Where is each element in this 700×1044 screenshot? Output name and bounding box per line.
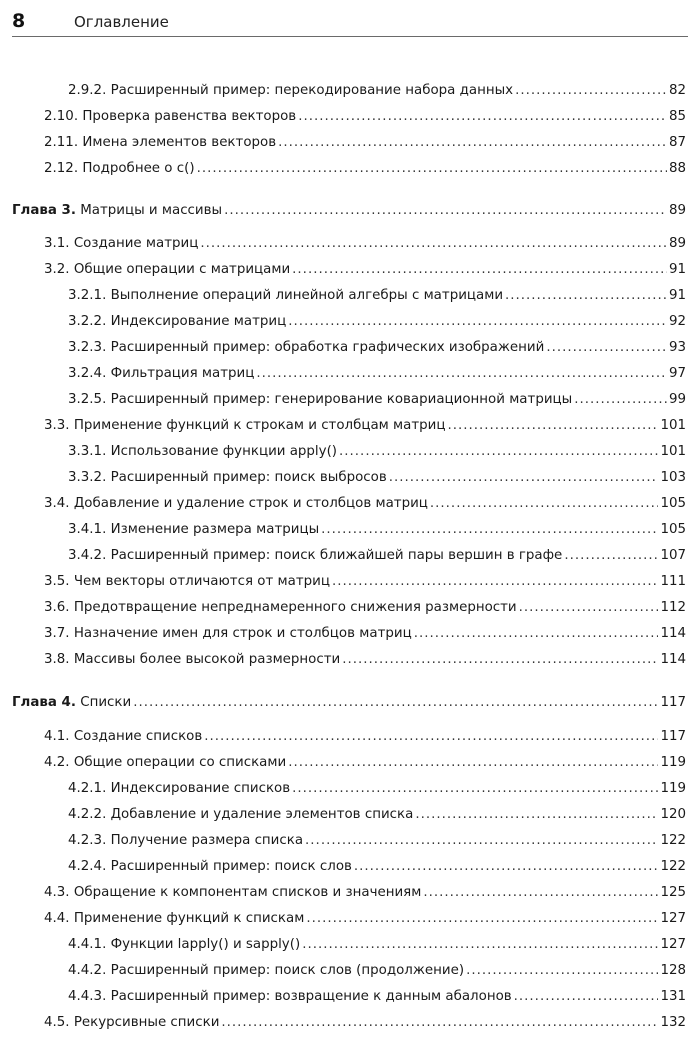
toc-entry-title: Расширенный пример: поиск ближайшей пары вершин в графе <box>110 548 563 563</box>
toc-entry-title: Расширенный пример: обработка графических изображений <box>110 340 545 355</box>
toc-entry-title: Общие операции с матрицами <box>73 262 291 277</box>
toc-entry-number: 4.2.1. <box>68 781 107 796</box>
toc-entry[interactable] <box>68 286 686 306</box>
dot-leader <box>256 364 667 384</box>
toc-entry[interactable] <box>44 133 686 153</box>
toc-entry-title: Добавление и удаление элементов списка <box>110 807 414 822</box>
toc-entry-number: 4.4.1. <box>68 937 107 952</box>
toc-entry-title: Получение размера списка <box>110 833 304 848</box>
toc-entry-title: Расширенный пример: генерирование ковариационной матрицы <box>110 392 573 407</box>
toc-chapter-entry[interactable] <box>12 201 686 221</box>
toc-entry-number: 4.4.2. <box>68 963 107 978</box>
toc-entry-page: 89 <box>668 203 686 218</box>
toc-entry[interactable] <box>44 107 686 127</box>
dot-leader <box>339 442 658 462</box>
toc-entry-number: 2.12. <box>44 161 79 176</box>
toc-entry-page: 99 <box>668 392 686 407</box>
dot-leader <box>298 107 667 127</box>
dot-leader <box>389 468 659 488</box>
toc-entry-number: 2.11. <box>44 135 79 150</box>
toc-entry-number: 3.2.4. <box>68 366 107 381</box>
toc-entry[interactable] <box>68 805 686 825</box>
dot-leader <box>292 260 667 280</box>
toc-entry-title: Применение функций к строкам и столбцам матриц <box>73 418 446 433</box>
toc-entry[interactable] <box>44 234 686 254</box>
toc-entry-number: 3.7. <box>44 626 70 641</box>
toc-entry-page: 111 <box>660 574 686 589</box>
toc-entry-page: 112 <box>660 600 686 615</box>
toc-entry[interactable] <box>68 779 686 799</box>
toc-entry-title: Расширенный пример: поиск слов <box>110 859 352 874</box>
dot-leader <box>515 81 667 101</box>
toc-entry-title: Обращение к компонентам списков и значениям <box>73 885 422 900</box>
toc-entry[interactable] <box>68 831 686 851</box>
dot-leader <box>514 987 659 1007</box>
toc-entry-number: 3.3.2. <box>68 470 107 485</box>
toc-entry-number: 3.4. <box>44 496 70 511</box>
toc-entry[interactable] <box>68 987 686 1007</box>
toc-entry-number: 4.2.4. <box>68 859 107 874</box>
toc-entry-page: 132 <box>660 1015 686 1030</box>
toc-entry[interactable] <box>68 961 686 981</box>
dot-leader <box>505 286 667 306</box>
toc-entry[interactable] <box>68 338 686 358</box>
toc-entry-number: 3.2.1. <box>68 288 107 303</box>
toc-entry-title: Использование функции apply() <box>110 444 338 459</box>
dot-leader <box>224 201 667 221</box>
toc-entry-title: Индексирование списков <box>110 781 291 796</box>
toc-entry-number: 2.10. <box>44 109 79 124</box>
toc-entry-title: Расширенный пример: перекодирование набора данных <box>110 83 514 98</box>
toc-entry-title: Имена элементов векторов <box>82 135 277 150</box>
toc-entry-title: Изменение размера матрицы <box>110 522 320 537</box>
toc-entry-number: 2.9.2. <box>68 83 107 98</box>
toc-entry-title: Индексирование матриц <box>110 314 287 329</box>
toc-entry-number: 3.2. <box>44 262 70 277</box>
toc-entry-number: 4.2.3. <box>68 833 107 848</box>
dot-leader <box>564 546 658 566</box>
toc-entry[interactable] <box>68 390 686 410</box>
toc-entry[interactable] <box>44 650 686 670</box>
dot-leader <box>332 572 659 592</box>
toc-entry[interactable] <box>44 416 686 436</box>
toc-entry-title: Назначение имен для строк и столбцов матриц <box>73 626 412 641</box>
toc-entry-title: Расширенный пример: возвращение к данным абалонов <box>110 989 512 1004</box>
toc-entry-page: 101 <box>660 444 686 459</box>
toc-entry[interactable] <box>68 81 686 101</box>
toc-entry-title: Создание списков <box>73 729 203 744</box>
dot-leader <box>288 312 667 332</box>
toc-entry-title: Применение функций к спискам <box>73 911 305 926</box>
toc-entry[interactable] <box>44 494 686 514</box>
toc-entry-page: 105 <box>660 496 686 511</box>
toc-entry-page: 122 <box>660 859 686 874</box>
toc-entry-number: 4.4.3. <box>68 989 107 1004</box>
toc-entry-number: 3.3.1. <box>68 444 107 459</box>
toc-entry-title: Проверка равенства векторов <box>82 109 297 124</box>
dot-leader <box>430 494 659 514</box>
toc-entry-page: 91 <box>668 288 686 303</box>
toc-entry[interactable] <box>68 520 686 540</box>
toc-entry-number: 3.6. <box>44 600 70 615</box>
toc-entry[interactable] <box>44 727 686 747</box>
toc-entry-title: Матрицы и массивы <box>80 203 223 218</box>
toc-entry-page: 119 <box>660 781 686 796</box>
dot-leader <box>292 779 658 799</box>
toc-entry[interactable] <box>44 624 686 644</box>
toc-entry-number: 4.3. <box>44 885 70 900</box>
toc-entry-title: Предотвращение непреднамеренного снижения размерности <box>73 600 517 615</box>
dot-leader <box>200 234 667 254</box>
toc-entry-number: 3.5. <box>44 574 70 589</box>
chapter-label: Глава 3. <box>12 203 76 218</box>
toc-entry-page: 127 <box>660 911 686 926</box>
toc-entry-page: 97 <box>668 366 686 381</box>
toc-entry-title: Расширенный пример: поиск выбросов <box>110 470 387 485</box>
toc-chapter-entry[interactable] <box>12 693 686 713</box>
toc-entry-number: 4.5. <box>44 1015 70 1030</box>
dot-leader <box>447 416 658 436</box>
toc-entry-title: Списки <box>80 695 132 710</box>
toc-entry-number: 3.2.3. <box>68 340 107 355</box>
toc-entry-number: 4.4. <box>44 911 70 926</box>
toc-entry-page: 120 <box>660 807 686 822</box>
toc-entry-number: 3.2.5. <box>68 392 107 407</box>
toc-entry-page: 88 <box>668 161 686 176</box>
toc-entry-number: 4.1. <box>44 729 70 744</box>
toc-entry-title: Массивы более высокой размерности <box>73 652 341 667</box>
toc-entry-page: 131 <box>660 989 686 1004</box>
toc-entry-page: 127 <box>660 937 686 952</box>
dot-leader <box>305 831 658 851</box>
dot-leader <box>546 338 667 358</box>
toc-entry[interactable] <box>44 909 686 929</box>
dot-leader <box>278 133 667 153</box>
toc-entry-page: 128 <box>660 963 686 978</box>
toc-entry-page: 117 <box>660 729 686 744</box>
toc-entry-number: 4.2.2. <box>68 807 107 822</box>
dot-leader <box>415 805 658 825</box>
toc-entry-number: 3.3. <box>44 418 70 433</box>
dot-leader <box>321 520 658 540</box>
toc-entry[interactable] <box>68 935 686 955</box>
toc-entry[interactable] <box>68 312 686 332</box>
toc-entry-page: 93 <box>668 340 686 355</box>
toc-entry[interactable] <box>44 159 686 179</box>
toc-entry-page: 105 <box>660 522 686 537</box>
toc-entry-number: 3.2.2. <box>68 314 107 329</box>
toc-entry[interactable] <box>68 364 686 384</box>
toc-entry[interactable] <box>68 442 686 462</box>
toc-entry[interactable] <box>44 598 686 618</box>
toc-entry-title: Рекурсивные списки <box>73 1015 220 1030</box>
toc-entry-title: Фильтрация матриц <box>110 366 255 381</box>
toc-entry-title: Расширенный пример: поиск слов (продолжение) <box>110 963 465 978</box>
dot-leader <box>414 624 659 644</box>
toc-entry-page: 114 <box>660 652 686 667</box>
dot-leader <box>302 935 658 955</box>
toc-entry-title: Выполнение операций линейной алгебры с матрицами <box>110 288 504 303</box>
toc-entry-page: 82 <box>668 83 686 98</box>
toc-entry-title: Добавление и удаление строк и столбцов матриц <box>73 496 428 511</box>
toc-entry-page: 107 <box>660 548 686 563</box>
dot-leader <box>288 753 658 773</box>
toc-entry-page: 85 <box>668 109 686 124</box>
dot-leader <box>466 961 658 981</box>
dot-leader <box>423 883 658 903</box>
toc-entry[interactable] <box>44 753 686 773</box>
toc-entry-page: 103 <box>660 470 686 485</box>
toc-entry[interactable] <box>68 546 686 566</box>
toc-entry-title: Функции lapply() и sapply() <box>110 937 301 952</box>
toc-entry[interactable] <box>44 1013 686 1033</box>
dot-leader <box>204 727 658 747</box>
toc-entry-page: 117 <box>660 695 686 710</box>
header-title: Оглавление <box>74 13 169 31</box>
toc-entry-page: 91 <box>668 262 686 277</box>
toc-entry-number: 3.1. <box>44 236 70 251</box>
toc-entry-page: 89 <box>668 236 686 251</box>
chapter-label: Глава 4. <box>12 695 76 710</box>
toc-entry-title: Чем векторы отличаются от матриц <box>73 574 330 589</box>
toc-entry-title: Общие операции со списками <box>73 755 287 770</box>
toc-entry[interactable] <box>44 260 686 280</box>
toc-entry[interactable] <box>68 468 686 488</box>
toc-entry-number: 3.4.2. <box>68 548 107 563</box>
toc-entry[interactable] <box>44 883 686 903</box>
dot-leader <box>342 650 658 670</box>
dot-leader <box>354 857 659 877</box>
toc-entry-number: 3.4.1. <box>68 522 107 537</box>
page-number: 8 <box>12 10 26 32</box>
toc-entry-title: Создание матриц <box>73 236 199 251</box>
toc-entry-page: 87 <box>668 135 686 150</box>
toc-entry-title: Подробнее о c() <box>82 161 195 176</box>
toc-entry-number: 4.2. <box>44 755 70 770</box>
dot-leader <box>197 159 667 179</box>
dot-leader <box>519 598 659 618</box>
toc-entry-page: 101 <box>660 418 686 433</box>
dot-leader <box>574 390 667 410</box>
toc-entry[interactable] <box>68 857 686 877</box>
toc-entry-page: 92 <box>668 314 686 329</box>
dot-leader <box>221 1013 658 1033</box>
toc-entry-page: 125 <box>660 885 686 900</box>
dot-leader <box>133 693 658 713</box>
toc-entry-page: 114 <box>660 626 686 641</box>
dot-leader <box>306 909 658 929</box>
toc-entry-number: 3.8. <box>44 652 70 667</box>
toc-entry[interactable] <box>44 572 686 592</box>
toc-entry-page: 122 <box>660 833 686 848</box>
toc-entry-page: 119 <box>660 755 686 770</box>
